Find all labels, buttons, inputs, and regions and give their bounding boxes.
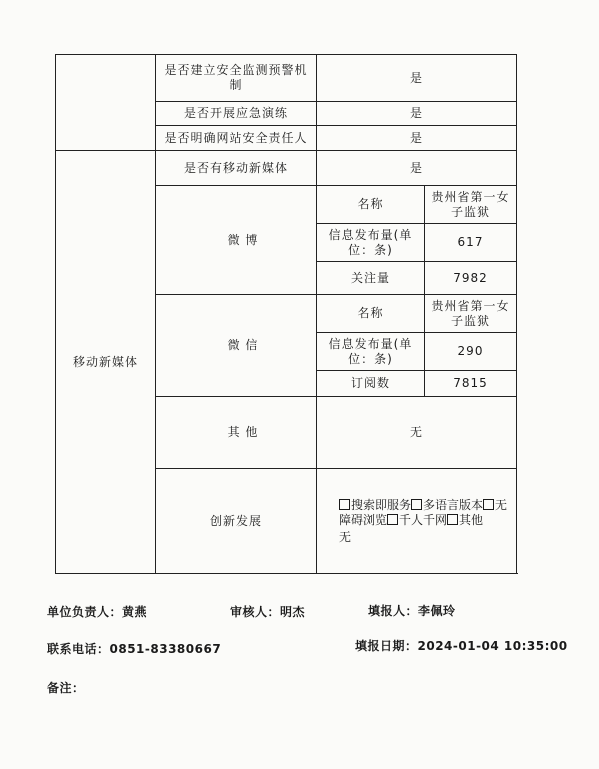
field-value: 7815	[425, 371, 517, 397]
innovation-value: 无	[339, 529, 352, 544]
field-label: 名称	[317, 186, 425, 224]
field-value: 贵州省第一女子监狱	[425, 186, 517, 224]
row-value: 是	[317, 126, 517, 151]
other-label: 其 他	[156, 397, 317, 469]
row-label: 是否有移动新媒体	[156, 151, 317, 186]
weibo-label: 微 博	[156, 186, 317, 295]
field-value: 贵州省第一女子监狱	[425, 295, 517, 333]
checkbox-icon[interactable]	[411, 499, 422, 510]
field-value: 617	[425, 224, 517, 262]
option-label: 无障碍浏览	[339, 497, 508, 527]
field-label: 名称	[317, 295, 425, 333]
option-label: 千人千网	[399, 512, 448, 527]
field-value: 7982	[425, 262, 517, 295]
option-label: 多语言版本	[423, 497, 484, 512]
table-row	[56, 151, 517, 186]
checkbox-icon[interactable]	[387, 514, 398, 525]
field-label: 信息发布量(单位：条)	[317, 224, 425, 262]
checkbox-icon[interactable]	[447, 514, 458, 525]
section-label-innovation: 创新发展	[156, 469, 317, 574]
wechat-label: 微 信	[156, 295, 317, 397]
phone: 联系电话：0851-83380667	[47, 642, 222, 656]
unit-head: 单位负责人：黄燕	[47, 605, 148, 619]
blank-section-cell	[56, 55, 156, 151]
other-value: 无	[317, 397, 517, 469]
row-label: 是否开展应急演练	[156, 102, 317, 126]
remarks: 备注：	[47, 681, 85, 695]
row-value: 是	[317, 55, 517, 102]
field-value: 290	[425, 333, 517, 371]
row-label: 是否明确网站安全责任人	[156, 126, 317, 151]
table-row	[56, 55, 517, 102]
filler: 填报人：李佩玲	[368, 604, 456, 618]
option-label: 搜索即服务	[351, 497, 412, 512]
fill-date: 填报日期：2024-01-04 10:35:00	[355, 639, 568, 653]
checkbox-icon[interactable]	[339, 499, 350, 510]
row-value: 是	[317, 102, 517, 126]
report-table	[55, 54, 517, 574]
field-label: 关注量	[317, 262, 425, 295]
field-label: 订阅数	[317, 371, 425, 397]
checkbox-icon[interactable]	[483, 499, 494, 510]
row-label: 是否建立安全监测预警机制	[156, 55, 317, 102]
field-label: 信息发布量(单位：条)	[317, 333, 425, 371]
reviewer: 审核人：明杰	[230, 605, 306, 619]
row-value: 是	[317, 151, 517, 186]
section-label-mobile: 移动新媒体	[56, 151, 156, 574]
option-label: 其他	[459, 512, 484, 527]
innovation-options	[317, 469, 517, 574]
